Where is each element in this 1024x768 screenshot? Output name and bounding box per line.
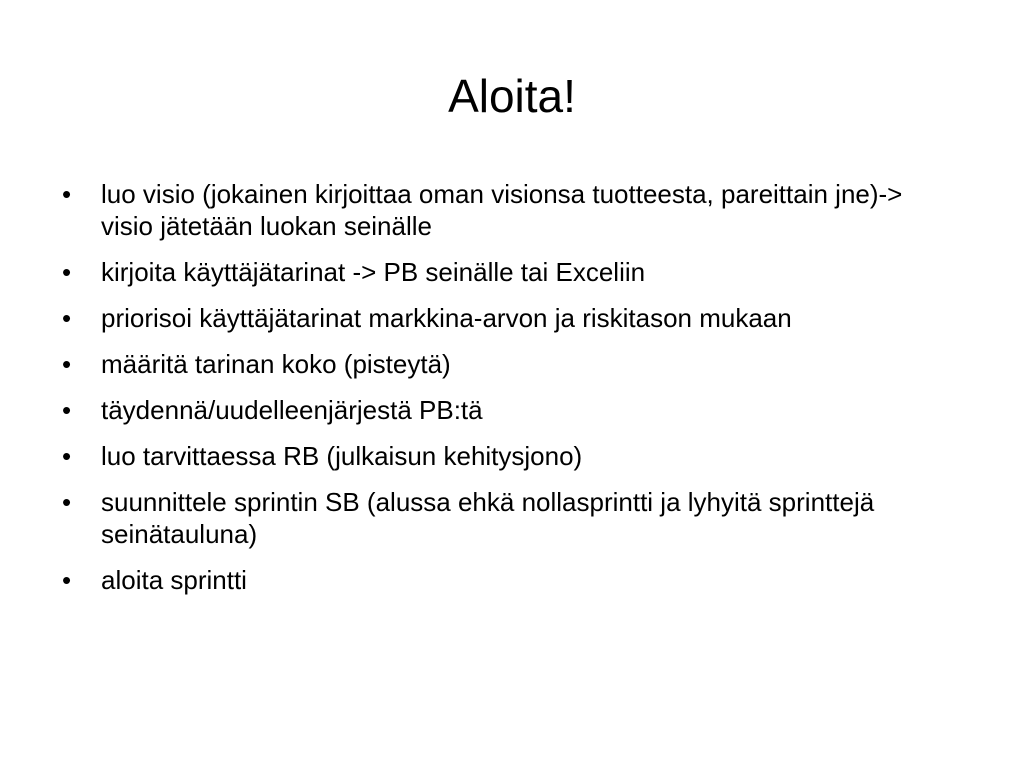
- bullet-dot-icon: •: [62, 303, 72, 333]
- bullet-list: [60, 178, 960, 610]
- bullet-dot-icon: •: [62, 257, 72, 287]
- bullet-dot-icon: •: [62, 565, 72, 595]
- bullet-dot-icon: •: [62, 441, 72, 471]
- bullet-item: [60, 394, 960, 426]
- bullet-text: aloita sprintti: [101, 565, 247, 595]
- bullet-text: luo visio (jokainen kirjoittaa oman visionsa tuotteesta, pareittain jne)-> visio jätetään luokan seinälle: [101, 179, 903, 241]
- bullet-item: [60, 348, 960, 380]
- slide-title: Aloita!: [448, 70, 576, 122]
- bullet-text: luo tarvittaessa RB (julkaisun kehitysjono): [101, 441, 583, 471]
- bullet-dot-icon: •: [62, 395, 72, 425]
- bullet-text: määritä tarinan koko (pisteytä): [101, 349, 451, 379]
- bullet-text: täydennä/uudelleenjärjestä PB:tä: [101, 395, 483, 425]
- bullet-item: [60, 564, 960, 596]
- bullet-text: suunnittele sprintin SB (alussa ehkä nollasprintti ja lyhyitä sprinttejä seinätauluna): [101, 487, 875, 549]
- bullet-dot-icon: •: [62, 349, 72, 379]
- bullet-item: [60, 256, 960, 288]
- bullet-dot-icon: •: [62, 179, 72, 209]
- bullet-item: [60, 486, 960, 550]
- bullet-item: [60, 178, 960, 242]
- bullet-text: priorisoi käyttäjätarinat markkina-arvon ja riskitason mukaan: [101, 303, 792, 333]
- bullet-item: [60, 440, 960, 472]
- bullet-item: [60, 302, 960, 334]
- bullet-text: kirjoita käyttäjätarinat -> PB seinälle tai Exceliin: [101, 257, 646, 287]
- bullet-dot-icon: •: [62, 487, 72, 517]
